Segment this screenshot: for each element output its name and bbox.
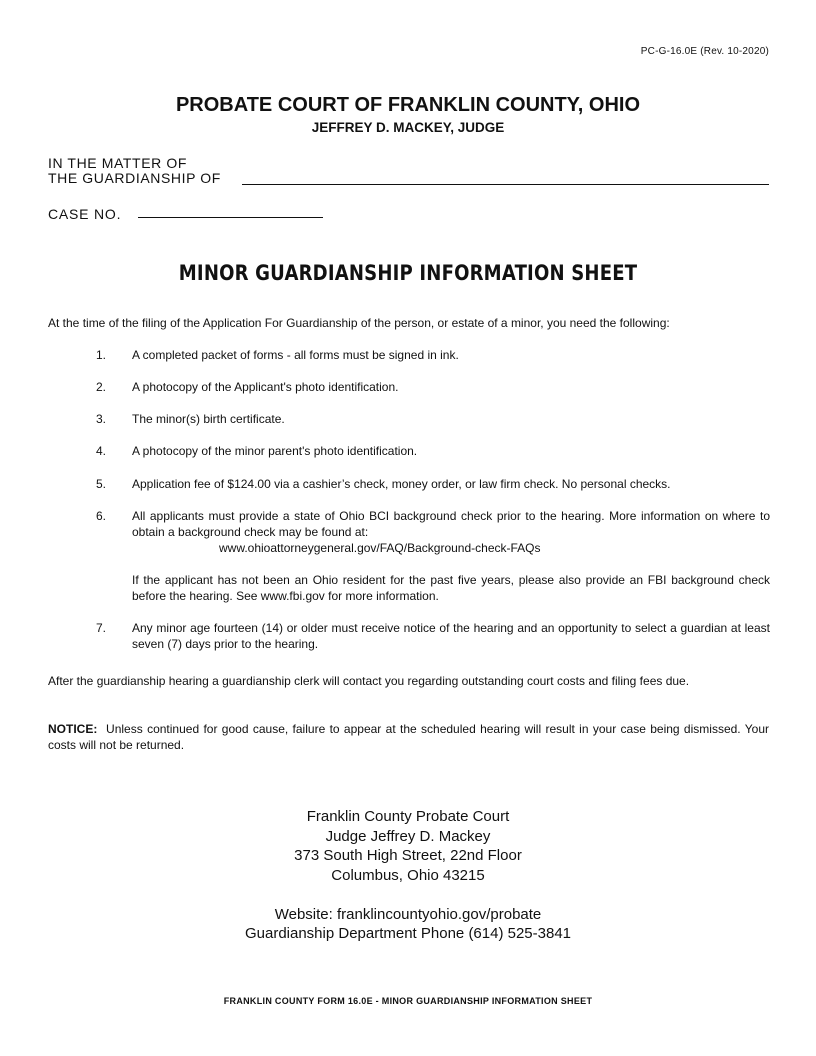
- fbi-note: If the applicant has not been an Ohio resident for the past five years, please also provide an FBI background check before the hearing. See www.fbi.gov for more information.: [132, 573, 770, 603]
- list-item: [96, 476, 770, 492]
- item-text: A completed packet of forms - all forms must be signed in ink.: [132, 348, 459, 362]
- contact-judge: Judge Jeffrey D. Mackey: [325, 827, 491, 845]
- item-number: 3.: [96, 412, 107, 426]
- matter-line-2: THE GUARDIANSHIP OF: [48, 170, 221, 186]
- list-item: [96, 379, 770, 395]
- bci-url[interactable]: www.ohioattorneygeneral.gov/FAQ/Background-check-FAQs: [219, 541, 541, 555]
- list-item: [96, 443, 770, 459]
- list-item: [96, 620, 770, 652]
- case-no-label: CASE NO.: [48, 206, 122, 222]
- after-hearing-paragraph: After the guardianship hearing a guardianship clerk will contact you regarding outstanding court costs and filing fees due.: [48, 674, 690, 688]
- item-number: 2.: [96, 380, 107, 394]
- guardianship-of-field[interactable]: [242, 184, 769, 185]
- notice-paragraph: [48, 721, 769, 753]
- case-no-field[interactable]: [138, 217, 323, 218]
- item-text: The minor(s) birth certificate.: [132, 412, 285, 426]
- matter-line-1: IN THE MATTER OF: [48, 155, 187, 171]
- contact-name: Franklin County Probate Court: [306, 808, 510, 825]
- sheet-title: MINOR GUARDIANSHIP INFORMATION SHEET: [178, 261, 638, 285]
- item-number: 1.: [96, 348, 107, 362]
- contact-street: 373 South High Street, 22nd Floor: [294, 847, 522, 864]
- item-text: All applicants must provide a state of Ohio BCI background check prior to the hearing. More information on where to obtain a background check may be found at:: [132, 509, 770, 539]
- item-number: 5.: [96, 477, 107, 491]
- contact-phone: Guardianship Department Phone (614) 525-3841: [244, 925, 572, 942]
- item-text: Any minor age fourteen (14) or older must receive notice of the hearing and an opportunity to select a guardian at least seven (7) days prior to the hearing.: [132, 621, 770, 651]
- matter-caption: [48, 156, 221, 186]
- item-number: 7.: [96, 621, 107, 635]
- contact-block: [0, 807, 816, 944]
- contact-website[interactable]: Website: franklincountyohio.gov/probate: [274, 905, 542, 923]
- list-item: [96, 347, 770, 363]
- item-text: Application fee of $124.00 via a cashier’s check, money order, or law firm check. No personal checks.: [132, 477, 671, 491]
- form-number: PC-G-16.0E (Rev. 10-2020): [640, 46, 769, 57]
- notice-label: NOTICE:: [48, 722, 98, 736]
- item-number: 4.: [96, 444, 107, 458]
- list-item: [96, 508, 770, 604]
- list-item: [96, 411, 770, 427]
- item-number: 6.: [96, 509, 107, 523]
- contact-city: Columbus, Ohio 43215: [331, 866, 485, 884]
- judge-name: JEFFREY D. MACKEY, JUDGE: [311, 120, 505, 135]
- court-title: PROBATE COURT OF FRANKLIN COUNTY, OHIO: [175, 94, 641, 116]
- intro-paragraph: At the time of the filing of the Application For Guardianship of the person, or estate of a minor, you need the following:: [48, 316, 670, 330]
- item-text: A photocopy of the minor parent's photo identification.: [132, 444, 418, 458]
- item-text: A photocopy of the Applicant's photo identification.: [132, 380, 399, 394]
- form-footer: FRANKLIN COUNTY FORM 16.0E - MINOR GUARDIANSHIP INFORMATION SHEET: [223, 996, 593, 1006]
- notice-text: Unless continued for good cause, failure to appear at the scheduled hearing will result in your case being dismissed. Your costs will not be returned.: [48, 722, 769, 752]
